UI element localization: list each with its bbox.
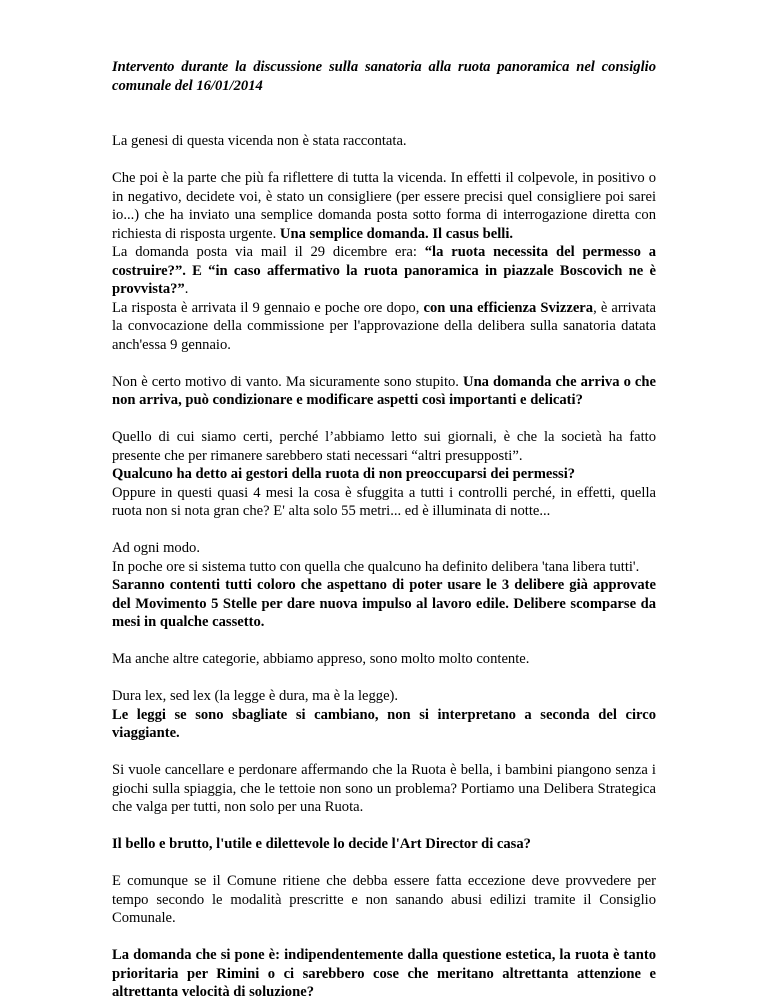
paragraph-dura-lex: Dura lex, sed lex (la legge è dura, ma è la legge). [112,688,399,704]
art-director-bold: Il bello e brutto, l'utile e dilettevole lo decide l'Art Director di casa? [112,836,531,852]
email-period: . [184,281,189,297]
paragraph-ad-ogni-modo: Ad ogni modo. [112,540,200,556]
delibere-bold: Saranno contenti tutti coloro che aspettano di poter usare le 3 delibere già approvate del Movimento 5 Stelle per dare nuova impulso al lavoro edile. Delibere scomparse da mesi in qualche cassetto. [112,577,656,630]
question-bold: Una semplice domanda. Il casus belli. [279,225,514,242]
paragraph-cancellare: Si vuole cancellare e perdonare affermando che la Ruota è bella, i bambini piangono senza i giochi sulla spiaggia, che le tettoie non sono un problema? Portiamo una Delibera Strategica che valga per tutti, non solo per una Ruota. [112,762,656,815]
paragraph-final-question [112,946,656,1002]
vanto-bold: Una domanda che arriva o che non arriva, può condizionare e modificare aspetti così importanti e delicati? [112,373,656,408]
paragraph-question [112,169,656,243]
email-bold: “la ruota necessita del permesso a costruire?”. E “in caso affermativo la ruota panoramica in piazzale Boscovich ne è provvista?” [112,244,656,297]
answer-text-end: , è arrivata la convocazione della commissione per l'approvazione della delibera sulla sanatoria datata anch'essa 9 gennaio. [112,299,656,353]
answer-bold: con una efficienza Svizzera [423,299,594,316]
document-title: Intervento durante la discussione sulla sanatoria alla ruota panoramica nel consiglio comunale del 16/01/2014 [112,59,656,94]
question-text: Che poi è la parte che più fa riflettere di tutta la vicenda. In effetti il colpevole, in positivo o in negativo, decidete voi, è stato un consigliere (per essere precisi quel consigliere poi sarei io...) che ha inviato una semplice domanda posta sotto forma di interrogazione diretta con richiesta di risposta urgente. [112,170,656,242]
paragraph-comune: E comunque se il Comune ritiene che debba essere fatta eccezione deve provvedere per tempo secondo le modalità prescritte e non sanando abusi edilizi tramite il Consiglio Comunale. [112,873,656,926]
paragraph-gestori [112,465,656,484]
paragraph-delibere [112,576,656,632]
paragraph-controlli: Oppure in questi quasi 4 mesi la cosa è sfuggita a tutti i controlli perché, in effetti, quella ruota non si nota gran che? E' alta solo 55 metri... ed è illuminata di notte... [112,484,656,519]
paragraph-answer [112,299,656,355]
final-question-bold: La domanda che si pone è: indipendentemente dalla questione estetica, la ruota è tanto prioritaria per Rimini o ci sarebbero cose che meritano altrettanta attenzione e altrettanta velocità di soluzione? [112,947,656,1000]
paragraph-categorie: Ma anche altre categorie, abbiamo appreso, sono molto molto contente. [112,651,530,667]
vanto-text: Non è certo motivo di vanto. Ma sicuramente sono stupito. [112,373,464,390]
paragraph-leggi [112,706,656,743]
paragraph-tana-libera: In poche ore si sistema tutto con quella che qualcuno ha definito delibera 'tana libera tutti'. [112,558,640,575]
paragraph-art-director [112,835,656,854]
email-text: La domanda posta via mail il 29 dicembre era: [112,244,425,260]
leggi-bold: Le leggi se sono sbagliate si cambiano, non si interpretano a seconda del circo viaggiante. [112,706,656,741]
paragraph-giornali: Quello di cui siamo certi, perché l’abbiamo letto sui giornali, è che la società ha fatto presente che per rimanere sarebbero stati necessari “altri presupposti”. [112,429,656,464]
paragraph-vanto [112,373,656,410]
paragraph-genesis: La genesi di questa vicenda non è stata raccontata. [112,133,407,149]
answer-text: La risposta è arrivata il 9 gennaio e poche ore dopo, [112,299,424,316]
gestori-bold: Qualcuno ha detto ai gestori della ruota di non preoccuparsi dei permessi? [112,466,576,482]
paragraph-email [112,243,656,299]
